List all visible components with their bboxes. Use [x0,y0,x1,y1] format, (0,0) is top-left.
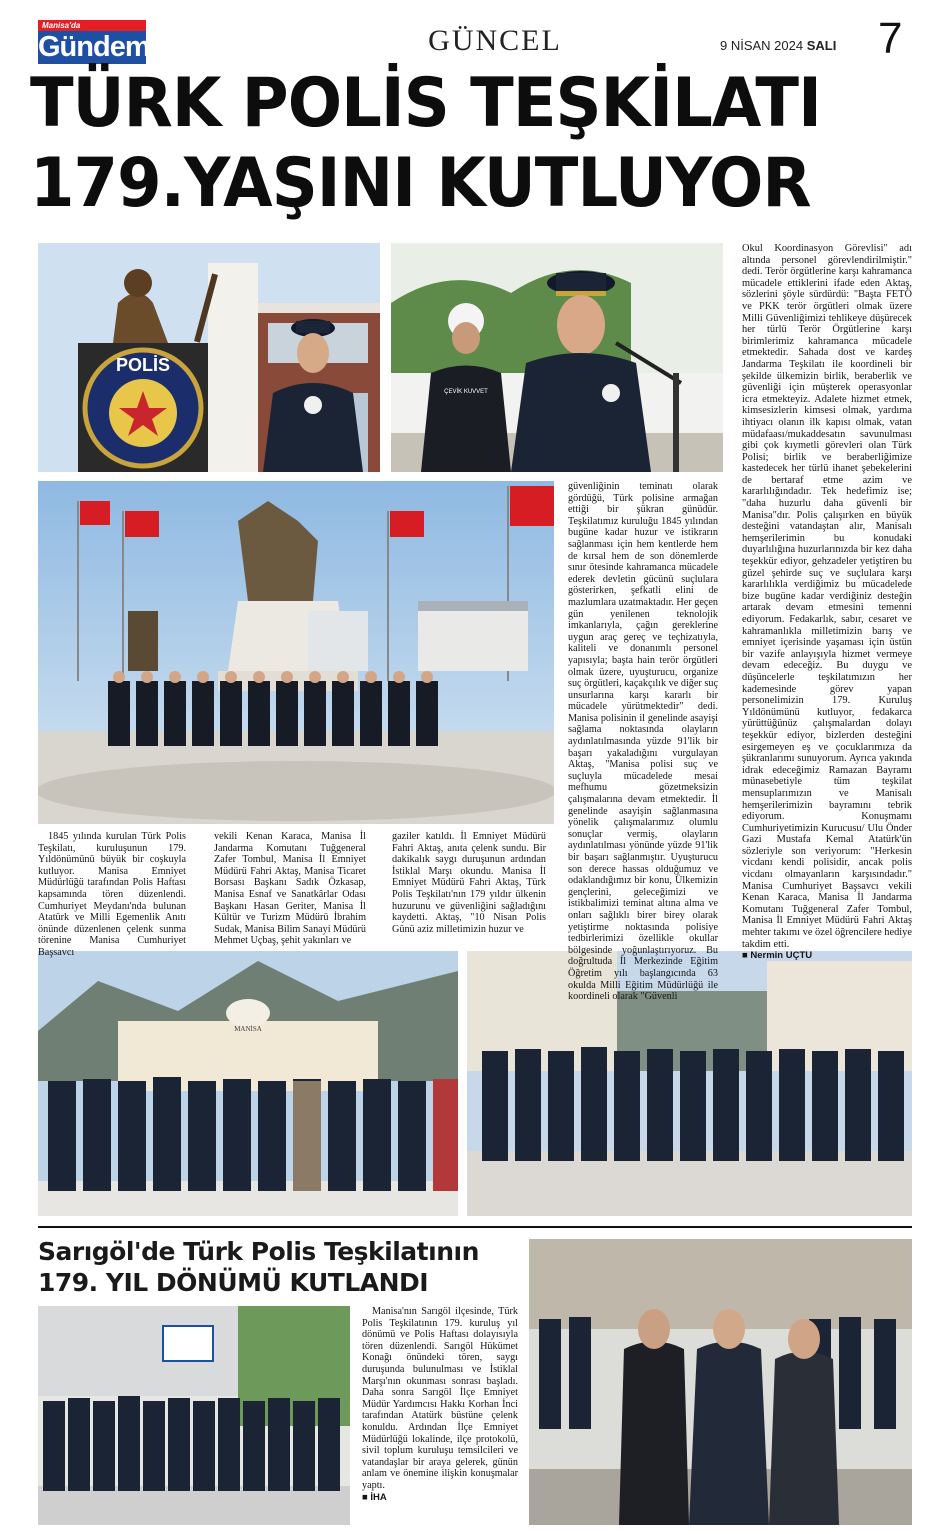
date-text: 9 NİSAN 2024 [720,38,804,53]
photo-statue-officer-image [38,243,380,472]
article-column-2 [214,831,366,947]
sub-story-text: Manisa'nın Sarıgöl ilçesinde, Türk Polis Teşkilatının 179. kuruluş yıl dönümü ve Polis Haftası dolayısıyla tören düzenlendi. Sarıgöl Hükümet Konağı önündeki tören, saygı duruşunda bulunulması ve İstiklal Marşı'nın okunması sonrası başladı. Daha sonra Sarıgöl İlçe Emniyet Müdür Yardımcısı Hakkı Korhan İnci tarafından Atatürk büstüne çelenk konuldu. Ardından İlçe Emniyet Müdürlüğü lokalinde, ilçe protokolü, sivil toplum kuruluşu temsilcileri ve vatandaşlar bir araya gelerek, günün anlam ve önemine ilişkin konuşmalar yaptı. [362,1306,518,1491]
page-number: 7 [878,14,903,63]
issue-date [720,38,836,53]
sub-story-column [362,1306,518,1503]
newspaper-logo [38,20,150,64]
article-column-3 [392,831,546,935]
logo-wordmark: Gündem [38,31,150,63]
column-5-text: Okul Koordinasyon Görevlisi" adı altında personel görevlendirilmiştir." dedi. Terör örgütlerine karşı kahramanca mücadele ettiklerini ifade eden Aktaş, sözlerini şöyle sürdürdü: "Başta FETÖ ve PKK terör örgütleri olmak üzere Milli Güvenliğimizi tehlikeye düşürecek her türlü Terör Örgütlerine karşı birimlerimiz kahramanca mücadele etmektedir. Sahada dost ve kardeş Jandarma Teşkilatı ile koordineli bir şekilde ülkemizin birlik, beraberlik ve güvenliği için müşterek operasyonlar icra etmekteyiz. Adalete hizmet etmek, kimsesizlerin kimsesi olmak, yardıma ihtiyacı olanın ilk kapısı olmak, vatan müdafaası/mukaddesatın savunulması gibi çok kıymetli görevleri olan Türk Polisi; birlik ve beraberliğimize kastedecek her türlü ihanet şebekelerini de bertaraf etme azim ve kararlılığındadır. Tek hedefimiz ise; "daha huzurlu daha güvenli bir Manisa"dır. Polis çalışırken en büyük desteğini vatandaştan alır, Manisalı hemşerilerimin bu konudaki duyarlılığına huzurlarınızda bir kez daha teşekkür ediyor, gehzadeler yetiştiren bu güzel şehirde suç ve suçlulara karşı kararlılıkla verdiğimiz bu mücadelede bize bugüne kadar verdiğiniz desteğin artarak devam etmesini temenni ediyorum. Fedakarlık, sabır, cesaret ve kahramanlıkla milletimizin barış ve emniyet içerisinde yaşaması için üstün bir vazife anlayışıyla hizmet vermeye devam edeceğiz. Bu duygu ve düşüncelerle teşkilatımızın her kademesinde görev yapan personelimizin 179. Kuruluş Yıldönümünü kutluyor, fedakarca yürüttüğünüz çalışmalardan dolayı teşekkür ediyor, bizlerden desteğini esirgemeyen eş ve çocuklarımıza da şükranlarımı sunuyorum. Ayrıca yakında idrak edeceğimiz Ramazan Bayramı münasebetiyle tüm teşkilat mensuplarımızın ve Manisalı hemşerilerimizin bayramını tebrik ediyorum. Konuşmamı Cumhuriyetimizin Kurucusu/ Ulu Önder Gazi Mustafa Kemal Atatürk'ün sözleriyle son veriyorum: "Herkesin vicdanı kendi polisidir, ancak polis vicdanı olmayanların karşısındadır." Manisa Cumhuriyet Başsavcı vekili Kenan Karaca, Manisa İl Jandarma Komutanı Tuğgeneral Zafer Tombul, Manisa İl Emniyet Müdürü Fahri Aktaş mehter takımı ve özel öğrencilere hediye takdim etti. [742,243,912,950]
photo-speech [391,243,723,472]
headline-line-1: TÜRK POLİS TEŞKİLATI [30,64,821,143]
main-headline [30,64,867,224]
photo-sarigol-ceremony [529,1239,912,1525]
photo-square-lineup [38,951,458,1216]
section-title: GÜNCEL [428,24,562,57]
photo-sarigol-group [38,1306,350,1525]
sub-story-byline: ■ İHA [362,1491,387,1503]
photo-speech-image [391,243,723,472]
photo-square-lineup-image [38,951,458,1216]
article-column-1 [38,831,186,959]
emblem-text: POLİS [115,355,171,375]
building-sign-text: MANİSA [234,1025,262,1033]
photo-statue-officer [38,243,380,472]
article-column-5 [742,243,912,962]
column-4-text: güvenliğinin teminatı olarak gördüğü, Türk polisine armağan ettiği bir şükran günüdür. Teşkilatımız kuruluğu 1845 yılından bugüne kadar huzur ve istikrarın sağlanması için hem kentlerde hem de kırsal hem de son dönemlerde sınır ötesinde kahramanca mücadele ederek devletin gücünü suçlulara gösterirken, şefkatli elini de mazlumlara uzatmaktadır. Her geçen gün yenilenen teknolojik imkanlarıyla, çağın gereklerine uygun araç gereç ve teçhizatıyla, kaliteli ve donanımlı personel yapısıyla; başta hain terör örgütleri olmak üzere, uyuşturucu, organize suç örgütleri, kaçakçılık ve diğer suç unsurlarına karşı kararlı bir mücadele yürütmektedir" dedi. Manisa polisinin il genelinde asayişi sağlama noktasında olayların aydınlatılmasında yüzde 91'lik bir başarı yakaladığını vurgulayan Aktaş, "Manisa polisi suç ve suçluyla mücadelede mesai mefhumu gözetmeksizin çalışmalarına devam etmektedir. İl genelinde asayişin sağlanmasına yönelik çalışmalarımız olumlu sonuçlar vermiş, olayların aydınlatılması yönünde yüzde 91'lik bir başarı sağlanmıştır. Uyuşturucu son derece hassas olduğumuz ve odaklandığımız bir konu, Ülkemizin gençlerini, geleceğimizi ve istikbalimizi teminat altına alma ve onları sağlıklı birer birey olarak yetiştirme noktasında polisiye tedbirlerimizi özellikle okullar bölgesinde yoğunlaştırıyoruz. Bu doğrultuda İl Merkezinde Eğitim Öğretim yılı başlangıcında 63 okulda Milli Eğitim Müdürlüğü ile koordineli olarak "Güvenli [568,481,718,1003]
day-text: SALI [806,38,837,53]
column-1-text: 1845 yılında kurulan Türk Polis Teşkilatı, kuruluşunun 179. Yıldönümünü büyük bir coşkuyla kutluyor. Manisa Emniyet Müdürlüğü tarafından Polis Haftası kapsamında tören düzenlendi. Cumhuriyet Meydanı'nda bulunan Atatürk ve Milli Egemenlik Anıtı önünde düzenlenen çelenk sunma törenine Manisa Cumhuriyet Başsavcı [38,831,186,958]
section-divider [38,1226,912,1228]
photo-sarigol-ceremony-image [529,1239,912,1525]
photo-monument [38,481,554,824]
sub-headline-line-1: Sarıgöl'de Türk Polis Teşkilatının [38,1237,479,1266]
sub-headline [38,1236,518,1298]
guard-badge-text: ÇEVİK KUVVET [444,389,488,395]
photo-monument-image [38,481,554,824]
column-2-text: vekili Kenan Karaca, Manisa İl Jandarma Komutanı Tuğgeneral Zafer Tombul, Manisa İl Emniyet Müdürü Fahri Aktaş, Manisa Ticaret Borsası Başkanı Sadık Özkasap, Manisa Esnaf ve Sanatkârlar Odası Başkanı Hasan Geriter, Manisa İl Kültür ve Turizm Müdürü İbrahim Sudak, Manisa Bilim Sanayi Müdürü Mehmet Uçbaş, şehit yakınları ve [214,831,366,947]
article-column-4 [568,481,718,1003]
sub-headline-line-2: 179. YIL DÖNÜMÜ KUTLANDI [38,1268,429,1297]
column-3-text: gaziler katıldı. İl Emniyet Müdürü Fahri Aktaş, anıta çelenk sundu. Bir dakikalık saygı duruşunun ardından İstiklal Marşı okundu. Manisa İl Emniyet Müdürü Fahri Aktaş, Türk Polis Teşkilatı'nın 179 yıldır ülkenin huzurunu ve güvenliğini sağladığını kaydetti. Aktaş, "10 Nisan Polis Günü aziz milletimizin huzur ve [392,831,546,935]
photo-sarigol-group-image [38,1306,350,1525]
headline-line-2: 179.YAŞINI KUTLUYOR [30,144,811,223]
logo-tagline: Manisa'da [38,20,146,31]
author-byline: ■ Nermin UÇTU [742,950,813,962]
